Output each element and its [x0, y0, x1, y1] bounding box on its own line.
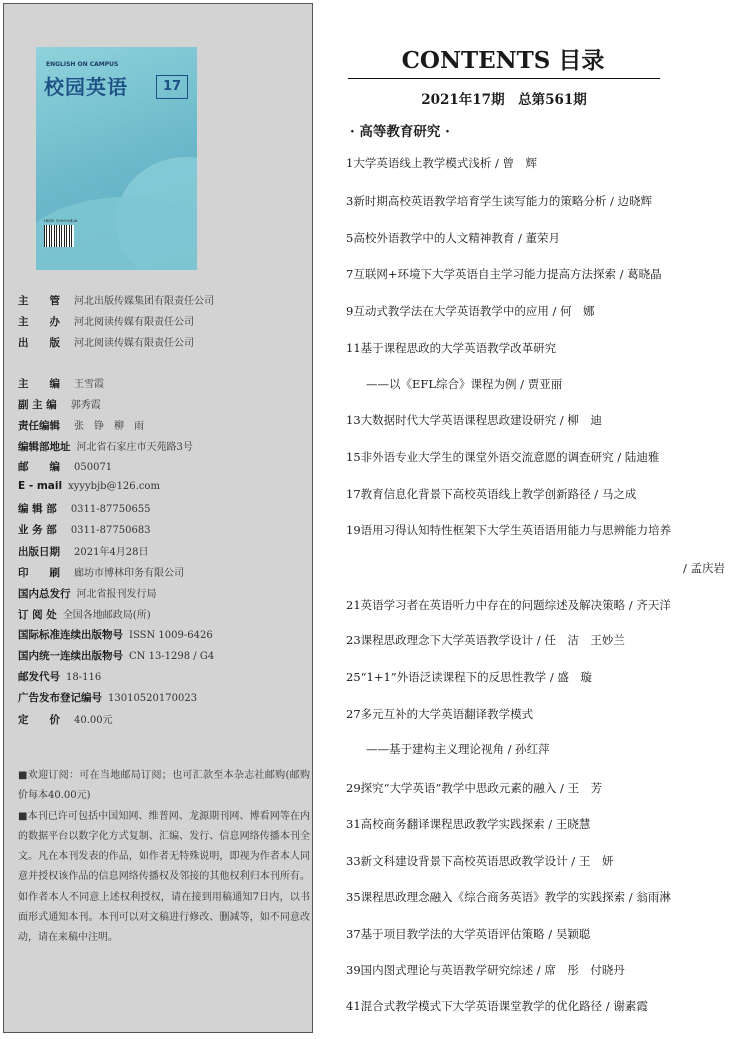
info-row [18, 690, 197, 705]
info-row [18, 313, 194, 329]
info-value: 18-116 [66, 672, 102, 683]
info-value: 13010520170023 [108, 693, 198, 704]
toc-page-number: 41 [346, 999, 361, 1013]
toc-page-number: 21 [346, 598, 361, 612]
info-label: 定 价 [18, 714, 60, 726]
info-row [18, 585, 157, 601]
toc-title: “1+1”外语泛读课程下的反思性教学 / 盛 璇 [360, 670, 592, 684]
info-value: 河北阅读传媒有限责任公司 [74, 317, 194, 328]
toc-page-number: 19 [346, 523, 361, 537]
info-label: 副 主 编 [18, 399, 57, 411]
toc-page-number: 9 [346, 304, 354, 318]
toc-title: 高校外语教学中的人文精神教育 / 董荣月 [353, 231, 561, 245]
info-value: 0311-87750655 [70, 504, 151, 515]
toc-title: 互动式教学法在大学英语教学中的应用 / 何 娜 [353, 304, 595, 318]
info-label: 主 编 [18, 378, 60, 390]
toc-page-number: 5 [346, 231, 354, 245]
info-row [18, 438, 193, 454]
info-value: 河北省报刊发行局 [76, 589, 157, 600]
toc-entry [346, 632, 625, 648]
toc-entry [346, 155, 537, 171]
toc-entry [346, 780, 602, 796]
info-value: 河北阅读传媒有限责任公司 [74, 338, 194, 349]
info-value: ISSN 1009-6426 [129, 630, 213, 641]
toc-page-number: 3 [346, 194, 354, 208]
info-label: 主 管 [18, 295, 60, 307]
toc-title: 新时期高校英语教学培育学生读写能力的策略分析 / 边晓辉 [353, 194, 653, 208]
toc-title: 课程思政理念融入《综合商务英语》教学的实践探索 / 翁雨淋 [360, 890, 671, 904]
info-row [18, 501, 151, 516]
info-value: 全国各地邮政局(所) [62, 610, 151, 621]
toc-page-number: 23 [346, 633, 361, 647]
info-label: 出版日期 [18, 546, 60, 558]
toc-page-number: 13 [346, 413, 361, 427]
info-row [18, 292, 214, 308]
toc-entry [346, 853, 613, 869]
section-heading: · 高等教育研究 · [350, 124, 450, 140]
toc-entry [346, 597, 671, 613]
info-label: 国内统一连续出版物号 [18, 650, 123, 662]
toc-entry [346, 926, 590, 942]
toc-page-number: 31 [346, 817, 361, 831]
info-label: E - mail [18, 480, 63, 492]
page-title: CONTENTS 目录 [401, 47, 605, 74]
info-value: 王雪霞 [74, 379, 104, 390]
info-row [18, 375, 104, 391]
toc-title: 非外语专业大学生的课堂外语交流意愿的调查研究 / 陆迪雅 [360, 450, 660, 464]
toc-entry [346, 962, 625, 978]
info-row [18, 606, 151, 622]
info-row [18, 480, 160, 492]
cover-chinese-title: 校园英语 [44, 75, 128, 99]
info-value: 廊坊市博林印务有限公司 [74, 568, 184, 579]
toc-title: 混合式教学模式下大学英语课堂教学的优化路径 / 谢素霞 [360, 999, 648, 1013]
toc-page-number: 29 [346, 781, 361, 795]
info-row [18, 669, 101, 684]
toc-entry [346, 998, 648, 1014]
info-label: 广告发布登记编号 [18, 692, 102, 704]
toc-page-number: 39 [346, 963, 361, 977]
toc-page-number: 7 [346, 267, 354, 281]
info-label: 国内总发行 [18, 588, 71, 600]
info-row [18, 417, 144, 433]
toc-title: 大学英语线上教学模式浅析 / 曾 辉 [353, 156, 538, 170]
info-value: xyyybjb@126.com [68, 481, 160, 492]
toc-page-number: 35 [346, 890, 361, 904]
toc-author: / 孟庆岩 [682, 561, 725, 575]
toc-entry [346, 193, 652, 209]
notice-copyright: ■本刊已许可包括中国知网、维普网、龙源期刊网、博看网等在内的数据平台以数字化方式复制、汇编、发行、信息网络传播本刊全文。凡在本刊发表的作品，如作者无特殊说明，即视为作者本人同意并授权该作品的信息网络传播权及邻接的其他权利归本刊所有。如作者本人不同意上述权利授权，请在接到用稿通知7日内，以书面形式通知本刊。本刊可以对文稿进行修改、删减等，如不同意改动，请在来稿中注明。 [18, 810, 310, 944]
info-value: 0311-87750683 [70, 525, 151, 536]
magazine-cover-image [36, 47, 197, 270]
toc-page-number: 15 [346, 450, 361, 464]
toc-page-number: 25 [346, 670, 361, 684]
toc-page-number: 1 [346, 156, 354, 170]
info-row [18, 711, 113, 727]
barcode-icon [44, 225, 74, 247]
toc-page-number: 37 [346, 927, 361, 941]
toc-page-number: 11 [346, 341, 361, 355]
toc-title: 基于项目教学法的大学英语评估策略 / 吴颖聪 [360, 927, 591, 941]
toc-entry [346, 522, 671, 538]
info-value: 050071 [74, 462, 113, 473]
info-label: 订 阅 处 [18, 609, 57, 621]
toc-subtitle: ——以《EFL综合》课程为例 / 贾亚丽 [366, 377, 563, 391]
cover-english-title: ENGLISH ON CAMPUS [46, 61, 119, 68]
toc-title: 高校商务翻译课程思政教学实践探索 / 王晓慧 [360, 817, 591, 831]
cover-issue-number: 17 [156, 75, 188, 99]
info-row [18, 334, 194, 350]
toc-title: 多元互补的大学英语翻译教学模式 [360, 707, 534, 721]
toc-title: 英语学习者在英语听力中存在的问题综述及解决策略 / 齐天洋 [360, 598, 671, 612]
toc-title: 探究“大学英语”教学中思政元素的融入 / 王 芳 [360, 781, 603, 795]
info-label: 主 办 [18, 316, 60, 328]
info-label: 邮发代号 [18, 671, 60, 683]
toc-title: 教育信息化背景下高校英语线上教学创新路径 / 马之成 [360, 487, 637, 501]
toc-entry [346, 669, 592, 685]
toc-subtitle: ——基于建构主义理论视角 / 孙红萍 [366, 742, 550, 756]
info-row [18, 396, 101, 412]
info-label: 编 辑 部 [18, 503, 57, 515]
info-label: 业 务 部 [18, 524, 57, 536]
info-label: 编辑部地址 [18, 441, 71, 453]
info-row [18, 648, 214, 663]
toc-entry [346, 889, 671, 905]
notice-block [18, 766, 310, 949]
toc-title: 课程思政理念下大学英语教学设计 / 任 洁 王妙兰 [360, 633, 625, 647]
cover-issn: ISSN 1009-6426 [44, 218, 78, 223]
issue-line: 2021年17期 总第561期 [421, 92, 587, 108]
info-row [18, 543, 149, 559]
info-value: CN 13-1298 / G4 [129, 651, 215, 662]
toc-page-number: 17 [346, 487, 361, 501]
toc-title: 语用习得认知特性框架下大学生英语语用能力与思辨能力培养 [360, 523, 672, 537]
info-row [18, 459, 112, 474]
info-value: 40.00元 [74, 715, 113, 726]
info-value: 2021年4月28日 [74, 547, 149, 558]
info-label: 出 版 [18, 337, 60, 349]
toc-entry [346, 303, 595, 319]
info-row [18, 522, 151, 537]
toc-entry [346, 230, 560, 246]
toc-entry [346, 486, 636, 502]
toc-entry [346, 449, 659, 465]
toc-title: 新文科建设背景下高校英语思政教学设计 / 王 妍 [360, 854, 614, 868]
toc-entry [346, 412, 602, 428]
toc-title: 国内图式理论与英语教学研究综述 / 席 彤 付晓丹 [360, 963, 625, 977]
toc-title: 基于课程思政的大学英语教学改革研究 [360, 341, 557, 355]
toc-entry [346, 266, 662, 282]
info-label: 邮 编 [18, 461, 60, 473]
toc-entry [346, 706, 533, 722]
toc-page-number: 27 [346, 707, 361, 721]
toc-entry [346, 816, 590, 832]
info-label: 责任编辑 [18, 420, 60, 432]
info-value: 河北出版传媒集团有限责任公司 [74, 296, 214, 307]
toc-page-number: 33 [346, 854, 361, 868]
info-value: 河北省石家庄市天苑路3号 [76, 442, 193, 453]
info-value: 张 铮 柳 雨 [74, 421, 144, 432]
info-label: 印 刷 [18, 567, 60, 579]
info-value: 郭秀霞 [70, 400, 101, 411]
toc-entry [346, 340, 556, 356]
info-label: 国际标准连续出版物号 [18, 629, 123, 641]
info-row [18, 627, 213, 642]
title-divider [348, 78, 660, 79]
toc-title: 大数据时代大学英语课程思政建设研究 / 柳 迪 [360, 413, 602, 427]
info-row [18, 564, 184, 580]
toc-title: 互联网+环境下大学英语自主学习能力提高方法探索 / 葛晓晶 [353, 267, 662, 281]
notice-subscription: ■欢迎订阅：可在当地邮局订阅；也可汇款至本杂志社邮购(邮购价每本40.00元) [18, 770, 310, 802]
